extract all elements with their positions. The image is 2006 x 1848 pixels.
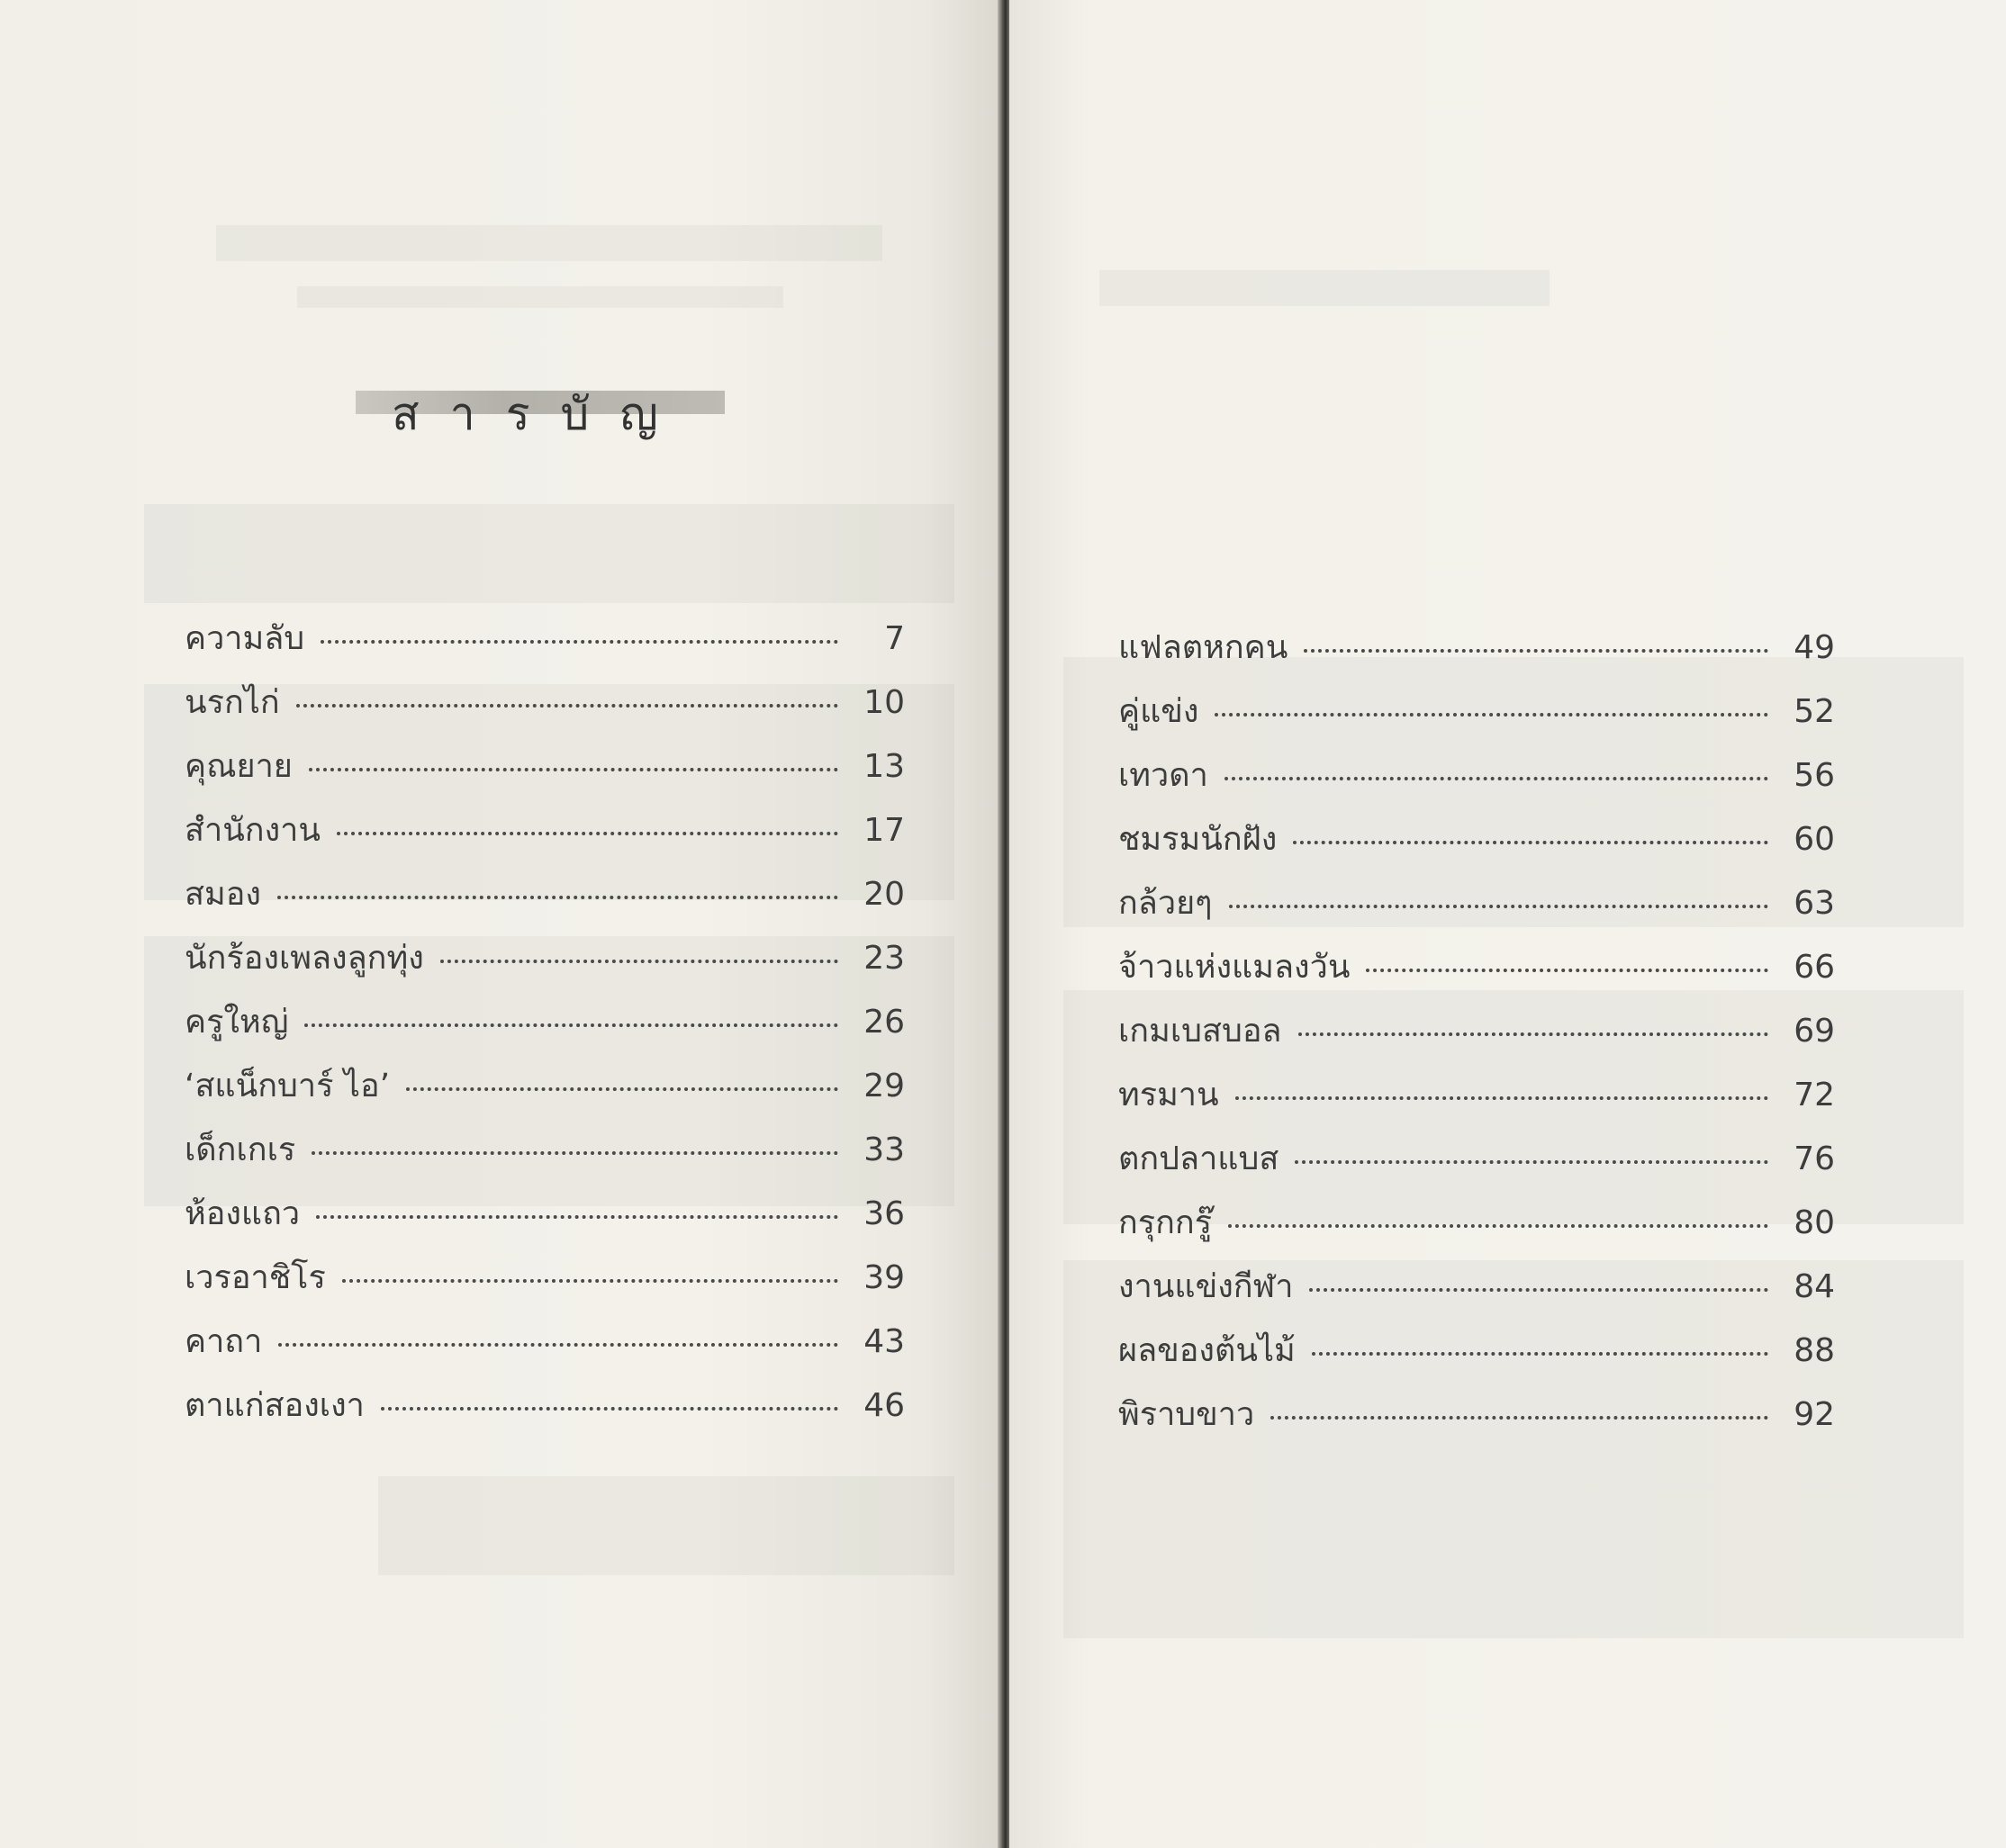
toc-entry-page: 46 [863,1387,905,1424]
dot-leader [312,1151,838,1155]
toc-entry-page: 20 [863,876,905,913]
right-page [1009,0,2006,1848]
toc-entry-title: คุณยาย [185,748,293,785]
toc-entry-page: 69 [1794,1013,1835,1050]
dot-leader [277,896,838,899]
toc-entry [1118,685,1835,749]
dot-leader [440,960,838,963]
show-through-block [378,1476,954,1575]
toc-entry-page: 84 [1794,1268,1835,1305]
toc-entry [1118,877,1835,941]
toc-entry-title: ความลับ [185,620,305,657]
toc-entry [1118,749,1835,813]
toc-entry-title: นักร้องเพลงลูกทุ่ง [185,940,424,977]
toc-entry-page: 80 [1794,1204,1835,1241]
toc-entry [1118,1005,1835,1068]
toc-entry-title: เกมเบสบอล [1118,1013,1282,1050]
toc-entry-page: 33 [863,1131,905,1168]
toc-entry [185,1059,905,1123]
toc-entry-page: 66 [1794,949,1835,986]
toc-entry-page: 49 [1794,629,1835,666]
toc-heading-block [356,385,725,443]
toc-entry-title: งานแข่งกีฬา [1118,1268,1294,1305]
toc-entry-title: กล้วยๆ [1118,885,1213,922]
dot-leader [1270,1416,1768,1420]
toc-entry [185,1187,905,1251]
dot-leader [1235,1096,1768,1100]
dot-leader [1312,1352,1768,1356]
toc-entry [185,868,905,932]
toc-entry-title: ตกปลาแบส [1118,1140,1279,1177]
dot-leader [1229,905,1768,908]
show-through-block [144,504,954,603]
toc-entry-page: 76 [1794,1140,1835,1177]
toc-entry-page: 17 [863,812,905,849]
toc-entry-page: 56 [1794,757,1835,794]
dot-leader [1304,649,1768,653]
toc-entry-title: คู่แข่ง [1118,693,1199,730]
toc-entry-title: เทวดา [1118,757,1208,794]
dot-leader [1224,777,1768,780]
dot-leader [1366,969,1768,972]
toc-entry-title: ตาแก่สองเงา [185,1387,365,1424]
toc-entry-title: นรกไก่ [185,684,280,721]
toc-entry-page: 7 [884,620,905,657]
toc-entry-title: จ้าวแห่งแมลงวัน [1118,949,1351,986]
toc-entry-title: สมอง [185,876,261,913]
toc-entry [185,740,905,804]
toc-entry [185,1123,905,1187]
dot-leader [381,1407,838,1411]
toc-entry-title: เวรอาชิโร [185,1259,326,1296]
toc-list-right [1118,621,1835,1452]
toc-entry [185,996,905,1059]
toc-entry-title: ห้องแถว [185,1195,301,1232]
dot-leader [296,704,838,708]
toc-entry [185,1379,905,1443]
toc-entry-page: 23 [863,940,905,977]
dot-leader [1309,1288,1768,1292]
toc-list-left [185,612,905,1443]
toc-entry-page: 39 [863,1259,905,1296]
toc-entry [185,612,905,676]
toc-entry-title: ชมรมนักฝัง [1118,821,1278,858]
toc-entry [185,676,905,740]
toc-entry-page: 26 [863,1004,905,1041]
dot-leader [342,1279,838,1283]
toc-entry-page: 92 [1794,1396,1835,1433]
toc-entry [185,932,905,996]
dot-leader [304,1023,838,1027]
toc-entry [185,1315,905,1379]
show-through-block [216,225,882,261]
dot-leader [406,1087,838,1091]
toc-entry-page: 63 [1794,885,1835,922]
toc-entry-page: 43 [863,1323,905,1360]
toc-entry-title: ทรมาน [1118,1077,1219,1113]
dot-leader [1293,841,1768,844]
toc-entry-page: 36 [863,1195,905,1232]
toc-heading: สารบัญ [392,388,689,440]
toc-entry [1118,813,1835,877]
toc-entry [1118,1324,1835,1388]
toc-entry-title: ‘สแน็กบาร์ ไอ’ [185,1068,391,1104]
toc-entry [185,1251,905,1315]
dot-leader [1215,713,1768,717]
show-through-block [297,286,783,308]
toc-entry-page: 10 [863,684,905,721]
dot-leader [316,1215,838,1219]
toc-entry [1118,621,1835,685]
toc-entry-page: 52 [1794,693,1835,730]
dot-leader [337,832,838,835]
dot-leader [278,1343,838,1347]
toc-entry-page: 29 [863,1068,905,1104]
toc-entry-title: แฟลตหกคน [1118,629,1288,666]
toc-entry-title: เด็กเกเร [185,1131,296,1168]
toc-entry-page: 13 [863,748,905,785]
toc-entry-title: พิราบขาว [1118,1396,1255,1433]
toc-entry [1118,1132,1835,1196]
toc-entry-page: 88 [1794,1332,1835,1369]
dot-leader [1295,1160,1768,1164]
toc-entry [185,804,905,868]
dot-leader [1228,1224,1768,1228]
toc-entry [1118,1388,1835,1452]
toc-entry [1118,1196,1835,1260]
toc-entry [1118,941,1835,1005]
toc-entry [1118,1068,1835,1132]
show-through-block [1099,270,1550,306]
toc-entry-title: ผลของต้นไม้ [1118,1332,1296,1369]
toc-entry-title: คาถา [185,1323,263,1360]
toc-entry-page: 72 [1794,1077,1835,1113]
dot-leader [321,640,838,644]
dot-leader [1298,1032,1769,1036]
toc-entry-page: 60 [1794,821,1835,858]
toc-entry-title: สำนักงาน [185,812,321,849]
toc-entry-title: กรุกกรู๊ [1118,1204,1213,1241]
toc-entry-title: ครูใหญ่ [185,1004,289,1041]
dot-leader [309,768,838,771]
toc-entry [1118,1260,1835,1324]
